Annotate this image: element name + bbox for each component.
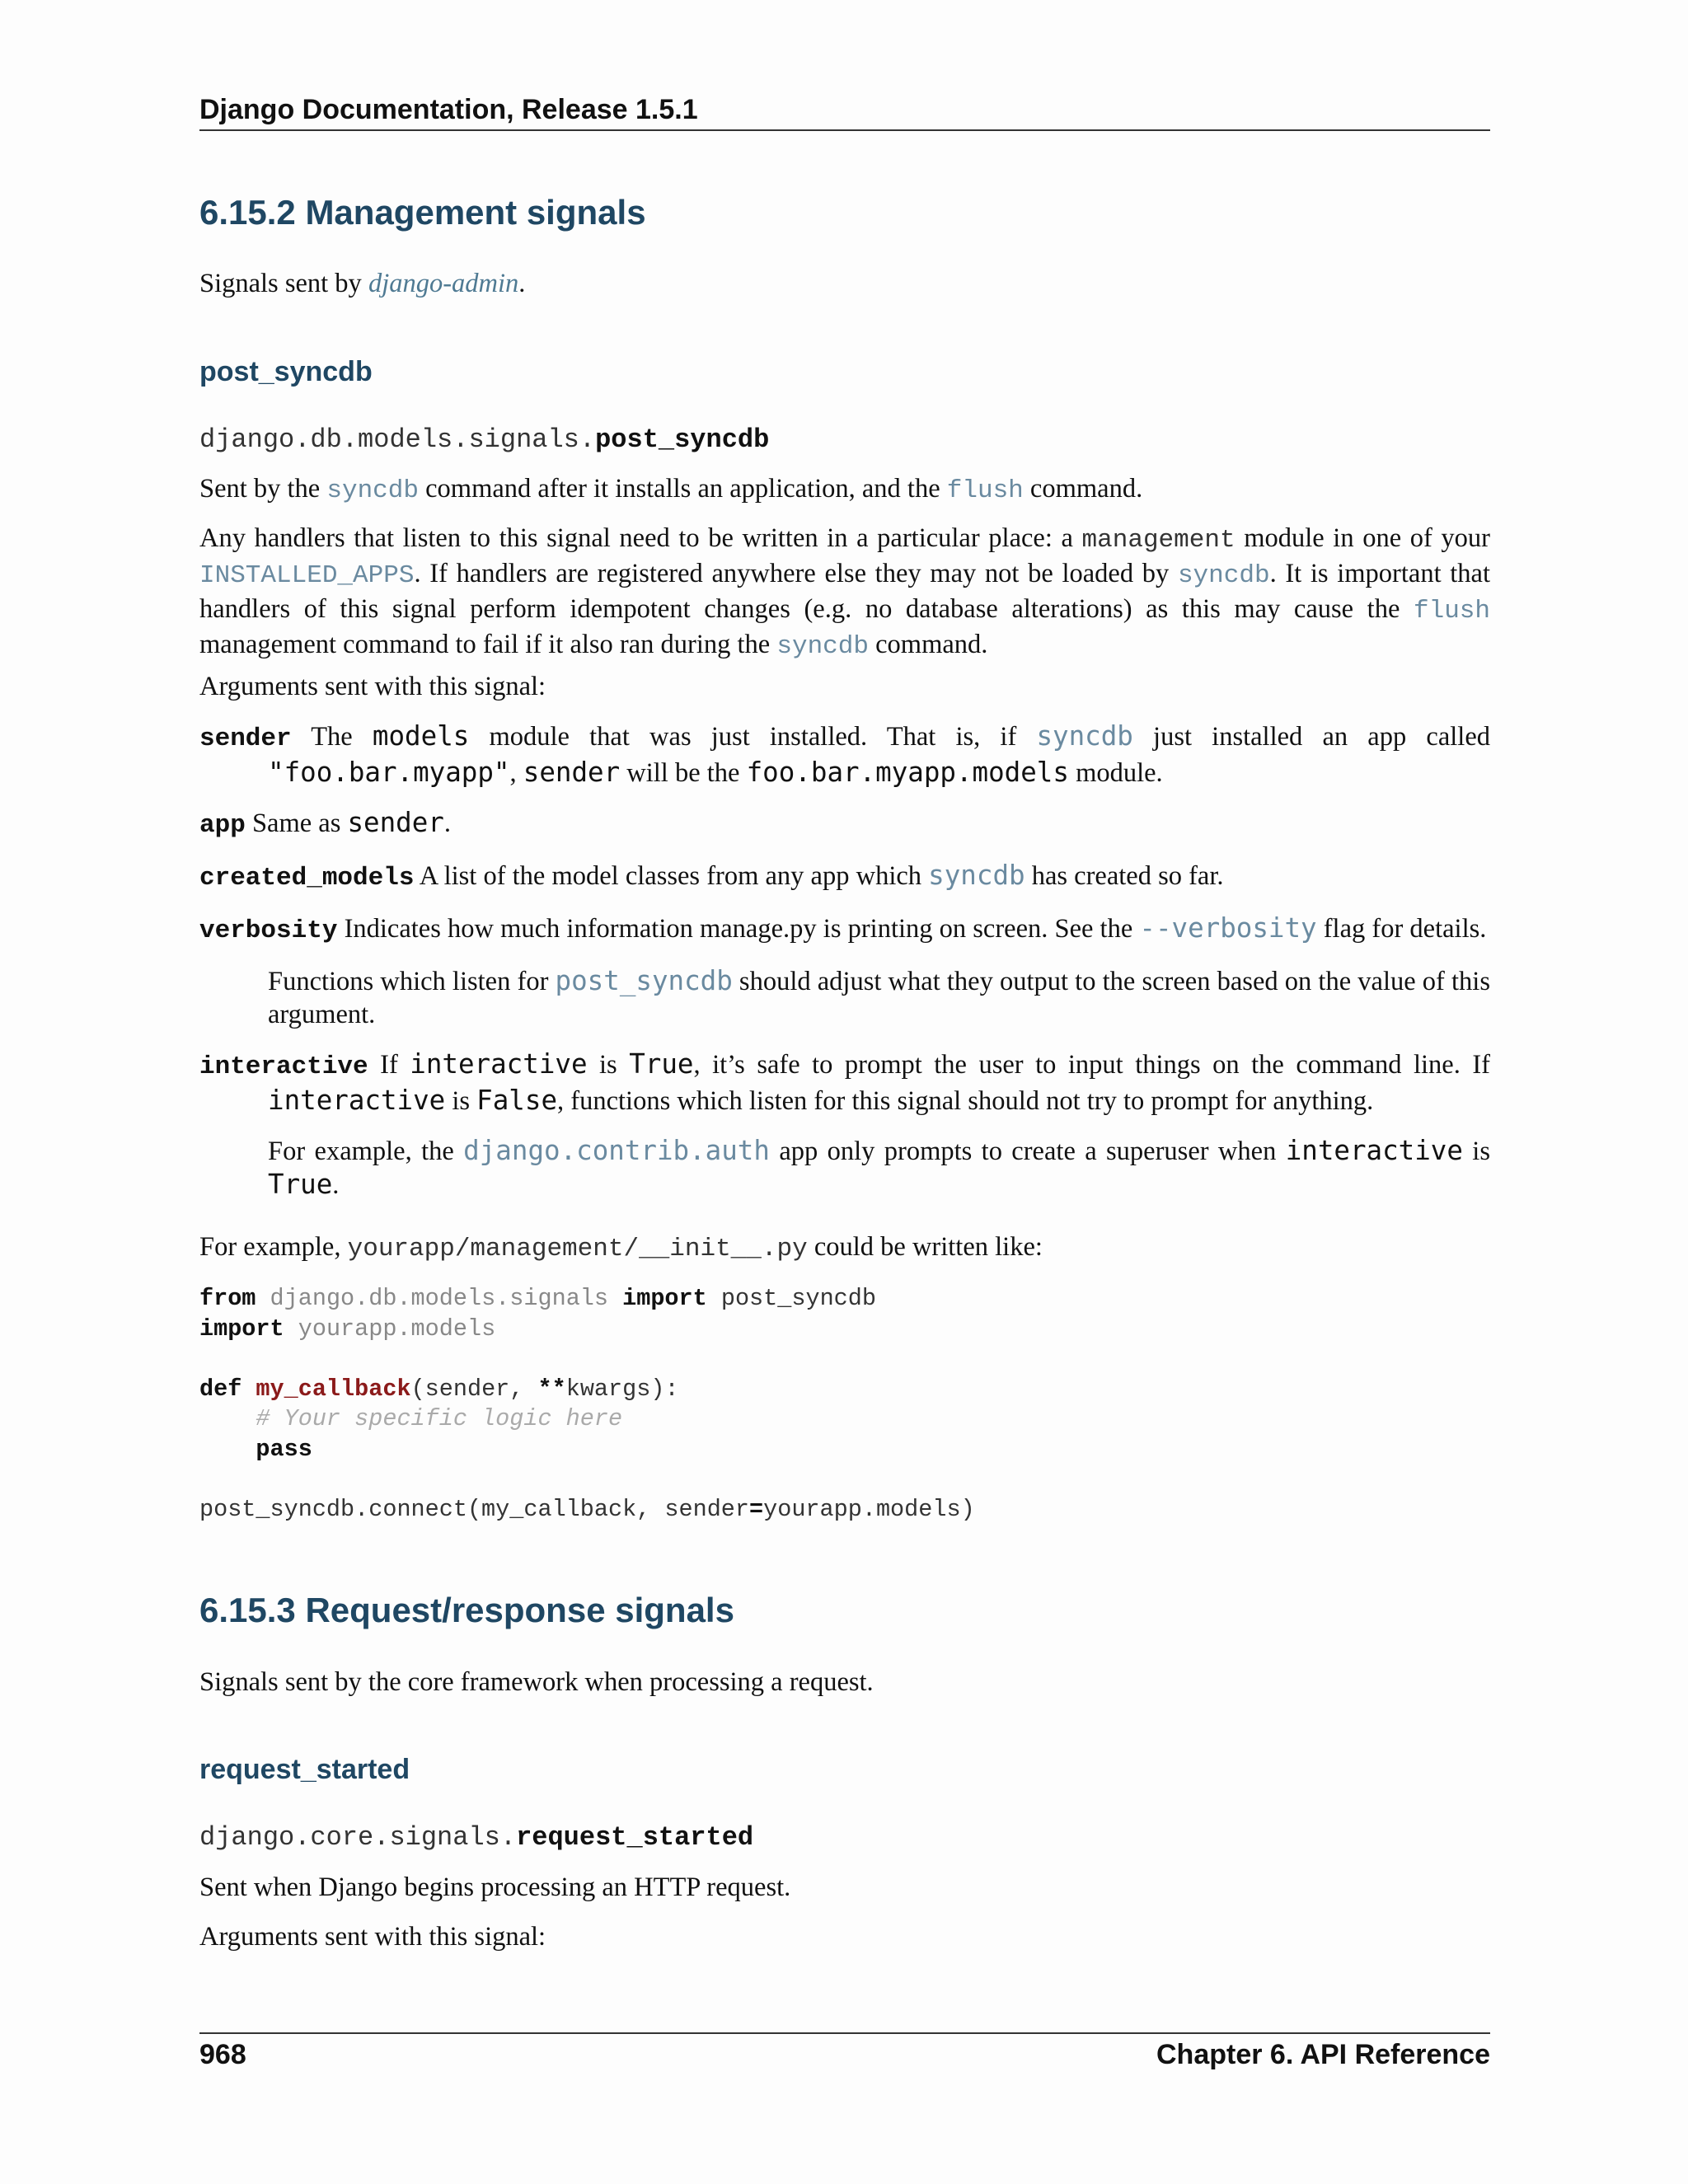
arguments-intro-request: Arguments sent with this signal: xyxy=(199,1922,546,1952)
argument-verbosity: verbosity Indicates how much information manage.py is printing on screen. See the --verbosity flag for details. xyxy=(199,912,1487,945)
signature-request-started: django.core.signals.request_started xyxy=(199,1822,754,1853)
link-syncdb[interactable]: syncdb xyxy=(1177,561,1270,590)
link-post-syncdb[interactable]: post_syncdb xyxy=(555,965,733,996)
section-heading-management-signals: 6.15.2 Management signals xyxy=(199,193,646,232)
link-django-admin[interactable]: django-admin xyxy=(368,269,519,298)
argument-list xyxy=(199,719,1490,1202)
heading-request-started: request_started xyxy=(199,1754,410,1785)
document-page xyxy=(199,0,1490,2184)
example-intro: For example, yourapp/management/__init__.py could be written like: xyxy=(199,1232,1043,1263)
section-heading-request-response: 6.15.3 Request/response signals xyxy=(199,1591,734,1629)
paragraph-handlers: Any handlers that listen to this signal need to be written in a particular place: a management module in one of your INSTALLED_APPS. If handlers are registered anywhere else they may not be loaded by syncdb. It is important that handlers of this signal perform idempotent changes (e.g. no database alterations) as this may cause the flush management command to fail if it also ran during the syncdb command. xyxy=(199,523,1490,661)
header-rule xyxy=(199,129,1490,131)
chapter-title: Chapter 6. API Reference xyxy=(1156,2039,1490,2070)
link-flush[interactable]: flush xyxy=(946,476,1024,505)
link-syncdb[interactable]: syncdb xyxy=(776,632,869,661)
running-header: Django Documentation, Release 1.5.1 xyxy=(199,94,698,125)
paragraph-request-started: Sent when Django begins processing an HTTP request. xyxy=(199,1872,791,1902)
heading-post-syncdb: post_syncdb xyxy=(199,356,373,387)
argument-sender: sender The models module that was just installed. That is, if syncdb just installed an app called "foo.bar.myapp", sender will be the foo.bar.myapp.models module. xyxy=(199,720,1490,788)
link-django-contrib-auth[interactable]: django.contrib.auth xyxy=(463,1135,770,1166)
argument-verbosity-detail: Functions which listen for post_syncdb should adjust what they output to the screen based on the value of this argument. xyxy=(268,965,1490,1029)
link-syncdb[interactable]: syncdb xyxy=(928,860,1025,891)
arguments-intro: Arguments sent with this signal: xyxy=(199,672,546,701)
paragraph-post-syncdb-sent: Sent by the syncdb command after it installs an application, and the flush command. xyxy=(199,474,1143,505)
section-req-intro: Signals sent by the core framework when processing a request. xyxy=(199,1667,874,1697)
argument-interactive: interactive If interactive is True, it’s safe to prompt the user to input things on the command line. If interactive is False, functions which listen for this signal should not try to prompt for anything. xyxy=(199,1048,1490,1116)
link-installed-apps[interactable]: INSTALLED_APPS xyxy=(199,561,415,590)
link-syncdb[interactable]: syncdb xyxy=(1036,720,1133,752)
link-flush[interactable]: flush xyxy=(1413,597,1490,626)
code-example: from django.db.models.signals import post_syncdb import yourapp.models def my_callback(sender, **kwargs): # Your specific logic here pass post_syncdb.connect(my_callback, sender=yourapp.models) xyxy=(199,1285,975,1523)
link-syncdb[interactable]: syncdb xyxy=(326,476,419,505)
page-number: 968 xyxy=(199,2039,246,2070)
signature-post-syncdb: django.db.models.signals.post_syncdb xyxy=(199,424,770,455)
argument-app: app Same as sender. xyxy=(199,807,451,840)
link-verbosity[interactable]: --verbosity xyxy=(1139,912,1317,944)
section-intro: Signals sent by django-admin. xyxy=(199,269,526,298)
footer-rule xyxy=(199,2032,1490,2034)
argument-created-models: created_models A list of the model classes from any app which syncdb has created so far. xyxy=(199,860,1224,893)
argument-interactive-detail: For example, the django.contrib.auth app only prompts to create a superuser when interactive is True. xyxy=(268,1135,1490,1200)
